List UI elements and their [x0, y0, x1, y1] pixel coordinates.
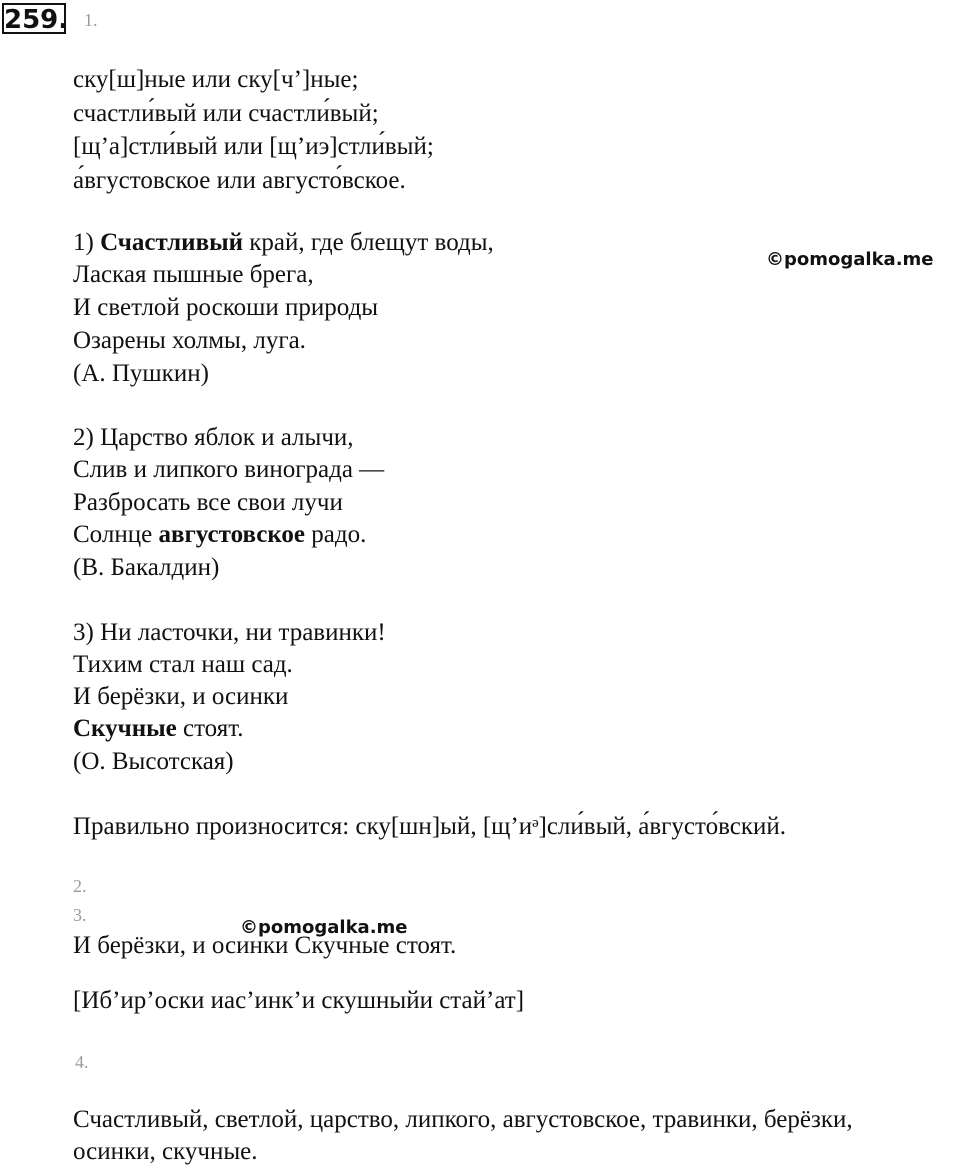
poem2-line-4	[73, 518, 366, 552]
poem3-line-1: 3) Ни ласточки, ни травинки!	[73, 619, 386, 646]
poem3-line4-end: стоят.	[176, 715, 244, 742]
poem3-bold-word: Скучные	[73, 715, 177, 742]
part-4-label: 4.	[75, 1052, 89, 1072]
poem2-line-2: Слив и липкого винограда —	[73, 456, 385, 483]
part-3-label: 3.	[73, 905, 87, 925]
watermark-top: ©pomogalka.me	[766, 249, 934, 270]
conclusion-line: Правильно произносится: ску[шн]ый, [щ’иᵊ]сли́вый, а́вгусто́вский.	[73, 813, 787, 840]
poem3-line-3: И берёзки, и осинки	[73, 683, 289, 710]
task-number: 259.	[4, 5, 69, 35]
poem2-line4-end: радо.	[305, 521, 367, 548]
poem1-author: (А. Пушкин)	[73, 360, 209, 387]
part-2-label: 2.	[73, 876, 87, 896]
variant-line-4: а́вгустовское или августо́вское.	[73, 167, 406, 194]
poem1-line-2: Лаская пышные брега,	[73, 261, 314, 288]
poem3-author: (О. Высотская)	[73, 748, 234, 775]
poem1-line-1	[73, 226, 494, 260]
part4-line-1: Счастливый, светлой, царство, липкого, августовское, травинки, берёзки,	[73, 1106, 853, 1133]
poem2-line-1: 2) Царство яблок и алычи,	[73, 424, 354, 451]
poem2-line-3: Разбросать все свои лучи	[73, 489, 343, 516]
variant-line-1: ску[ш]ные или ску[ч’]ные;	[73, 66, 359, 93]
poem3-line-2: Тихим стал наш сад.	[73, 651, 293, 678]
variant-line-2: счастли́вый или счастли́вый;	[73, 100, 379, 127]
part3-transcription: [Иб’ир’оски иас’инк’и скушныйи стай’ат]	[73, 987, 525, 1014]
variant-line-3: [щ’а]стли́вый или [щ’иэ]стли́вый;	[73, 133, 434, 160]
poem1-line-4: Озарены холмы, луга.	[73, 327, 306, 354]
poem3-line-4	[73, 712, 244, 746]
part-1-label: 1.	[84, 10, 98, 30]
poem1-line1-rest: край, где блещут воды,	[243, 229, 494, 256]
poem1-line-3: И светлой роскоши природы	[73, 294, 379, 321]
poem2-author: (В. Бакалдин)	[73, 554, 220, 581]
watermark-middle: ©pomogalka.me	[240, 917, 408, 938]
poem2-line4-start: Солнце	[73, 521, 159, 548]
poem2-bold-word: августовское	[158, 521, 306, 548]
poem1-bold-word: Счастливый	[100, 229, 244, 256]
poem1-number: 1)	[73, 229, 94, 256]
part3-sentence: И берёзки, и осинки Скучные стоят.	[73, 932, 457, 959]
part4-line-2: осинки, скучные.	[73, 1138, 258, 1165]
